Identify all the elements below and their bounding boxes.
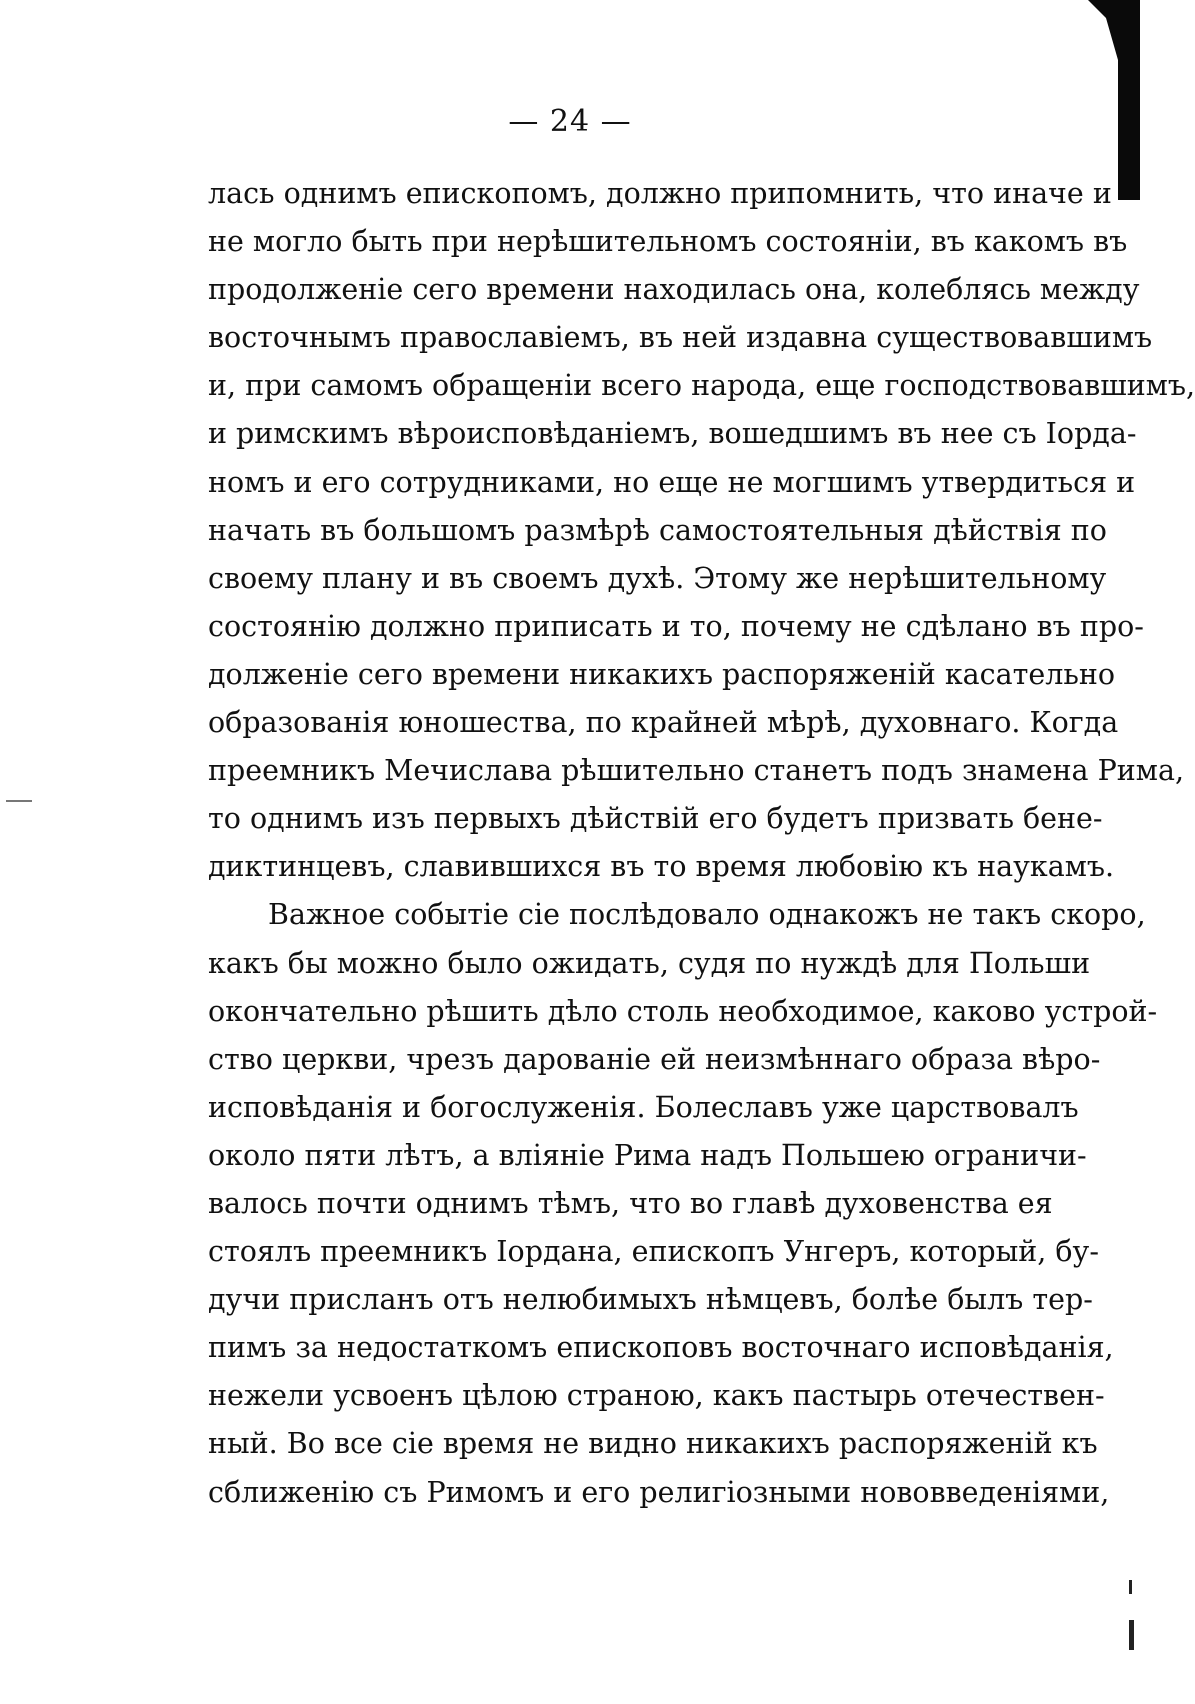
text-line: то однимъ изъ первыхъ дѣйствій его будетъ призвать бене- [208,802,1103,836]
text-line: и римскимъ вѣроисповѣданіемъ, вошедшимъ въ нее съ Іорда- [208,417,1137,451]
text-line: ный. Во все сіе время не видно никакихъ распоряженій къ [208,1427,1098,1461]
page-number: — 24 — [508,104,632,139]
text-line: и, при самомъ обращеніи всего народа, еще господствовавшимъ, [208,369,1195,403]
margin-mark [6,800,32,802]
body-text [208,170,1195,1517]
text-line: ство церкви, чрезъ дарованіе ей неизмѣннаго образа вѣро- [208,1042,1101,1076]
text-line: нежели усвоенъ цѣлою страною, какъ пастырь отечествен- [208,1379,1105,1413]
text-line: сближенію съ Римомъ и его религіозными нововведеніями, [208,1475,1110,1509]
text-line: исповѣданія и богослуженія. Болеславъ уже царствовалъ [208,1090,1079,1124]
text-line: окончательно рѣшить дѣло столь необходимое, каково устрой- [208,994,1158,1028]
text-line: своему плану и въ своемъ духѣ. Этому же нерѣшительному [208,561,1107,595]
scan-speck [1129,1620,1134,1650]
text-line: стоялъ преемникъ Іордана, епископъ Унгеръ, который, бу- [208,1235,1099,1269]
text-line: преемникъ Мечислава рѣшительно станетъ подъ знамена Рима, [208,754,1184,788]
text-line: какъ бы можно было ожидать, судя по нуждѣ для Польши [208,946,1091,980]
scan-edge-shadow [1070,0,1140,200]
text-line: восточнымъ православіемъ, въ ней издавна существовавшимъ [208,321,1153,355]
text-line: дучи присланъ отъ нелюбимыхъ нѣмцевъ, болѣе былъ тер- [208,1283,1093,1317]
text-line: около пяти лѣтъ, а вліяніе Рима надъ Польшею ограничи- [208,1138,1087,1172]
text-line: образованія юношества, по крайней мѣрѣ, духовнаго. Когда [208,706,1119,740]
text-line: номъ и его сотрудниками, но еще не могшимъ утвердиться и [208,465,1136,499]
text-line: продолженіе сего времени находилась она, колеблясь между [208,273,1140,307]
text-line: состоянію должно приписать и то, почему не сдѣлано въ про- [208,609,1144,643]
text-line: диктинцевъ, славившихся въ то время любовію къ наукамъ. [208,850,1115,884]
scan-edge-bar [1088,0,1118,60]
text-line: пимъ за недостаткомъ епископовъ восточнаго исповѣданія, [208,1331,1114,1365]
text-line: начать въ большомъ размѣрѣ самостоятельныя дѣйствія по [208,513,1107,547]
text-line: не могло быть при нерѣшительномъ состояніи, въ какомъ въ [208,225,1128,259]
text-line: валось почти однимъ тѣмъ, что во главѣ духовенства ея [208,1186,1053,1220]
scan-speck [1129,1580,1132,1594]
scan-edge-bar [1118,0,1140,200]
text-line: лась однимъ епископомъ, должно припомнить, что иначе и [208,177,1112,210]
text-line: долженіе сего времени никакихъ распоряженій касательно [208,657,1116,691]
paragraph-first-line: Важное событіе сіе послѣдовало однакожъ не такъ скоро, [268,898,1146,932]
